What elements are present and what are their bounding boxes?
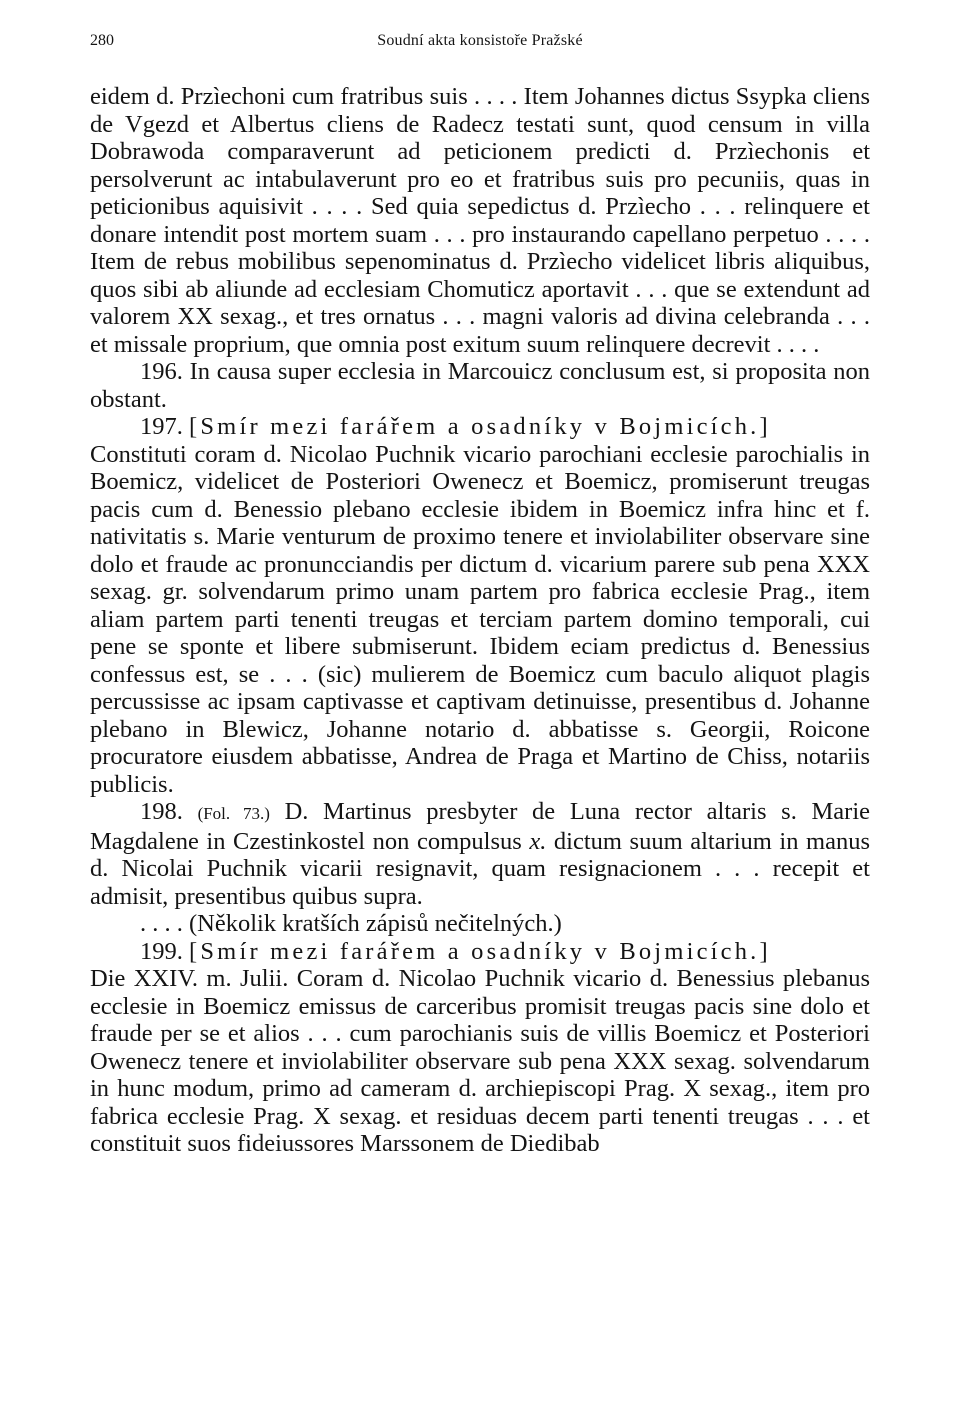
body-text	[90, 83, 870, 1158]
entry-text: D. Martinus presbyter de Luna rector altaris s. Marie Magdalene in Czestinkostel non compulsus	[90, 798, 871, 855]
entry-number: 198.	[140, 798, 183, 825]
paragraph-continuation: eidem d. Przìechoni cum fratribus suis . . . . Item Johannes dictus Ssypka cliens de Vgezd et Albertus cliens de Radecz testati sunt, quod censum in villa Dobrawoda comparaverunt ad peticionem predicti d. Przìechonis et persolverunt ac intabulaverunt pro eo et fratribus suis pro pecuniis, quas in peticionibus aquisivit . . . . Sed quia sepedictus d. Przìecho . . . relinquere et donare intendit post mortem suam . . . pro instaurando capellano perpetuo . . . . Item de rebus mobilibus sepenominatus d. Przìecho videlicet libris aliquibus, quos sibi ab aliunde ad ecclesiam Chomuticz aportavit . . . que se extendunt ad valorem XX sexag., et tres ornatus . . . magni valoris ad divina celebranda . . . et missale proprium, que omnia post exitum suum relinquere decrevit . . . .	[90, 83, 870, 358]
editorial-note: . . . . (Několik kratších zápisů nečitelných.)	[140, 910, 562, 937]
paragraph-199: Die XXIV. m. Julii. Coram d. Nicolao Puchnik vicario d. Benessius plebanus ecclesie in Boemicz emissus de carceribus promisit treugas pacis sine dolo et fraude per se et alios . . . cum parochianis suis de villis Boemicz et Posteriori Owenecz tenere et inviolabiliter observare sub pena XXX sexag. solvendarum in hunc modum, primo ad cameram d. archiepiscopi Prag. X sexag., item pro fabrica ecclesie Prag. X sexag. et residuas decem parti tenenti treugas . . . et constituit suos fideiussores Marssonem de Diedibab	[90, 965, 870, 1157]
x-mark: x.	[529, 827, 547, 855]
running-title: Soudní akta konsistoře Pražské	[377, 32, 583, 49]
entry-number: 199.	[140, 937, 183, 965]
paragraph-197: Constituti coram d. Nicolao Puchnik vicario parochiani ecclesie parochialis in Boemicz, videlicet de Posteriori Owenecz et Boemicz, promiserunt treugas pacis cum d. Benessio plebano ecclesie ibidem in Boemicz infra hinc et f. nativitatis s. Marie venturum de proximo tenere et inviolabiliter observare sine dolo et fraude ac pronuncciandis per dictum d. vicarium parere sub pena XXX sexag. gr. solvendarum primo unam partem pro fabrica ecclesie Prag., item aliam partem parti tenenti treugas et terciam partem domino temporali, cui pene se sponte et libere submiserunt. Ibidem eciam predictus d. Benessius confessus est, se . . . (sic) mulierem de Boemicz cum baculo aliquot plagis percussisse ac ipsam captivasse et captivam detinuisse, presentibus d. Johanne plebano in Blewicz, Johanne notario d. abbatisse s. Georgii, Roicone procuratore eiusdem abbatisse, Andrea de Praga et Martino de Chiss, notariis publicis.	[90, 440, 870, 798]
page-number: 280	[90, 32, 114, 49]
entry-heading: [Smír mezi farářem a osadníky v Bojmicích.]	[189, 937, 771, 965]
page-header	[90, 32, 870, 56]
entry-number: 197.	[140, 413, 183, 440]
entry-text-continued: dictum suum altarium in manus d. Nicolai Puchnik vicarii resignavit, quam resignacionem . . . recepit et admisit, presentibus quibus supra.	[90, 827, 871, 910]
entry-heading: [Smír mezi farářem a osadníky v Bojmicích.]	[189, 413, 771, 440]
folio-reference: (Fol. 73.)	[197, 804, 270, 823]
entry-199-heading	[90, 938, 870, 966]
entry-197-heading	[90, 413, 870, 441]
paragraph-198	[90, 798, 870, 910]
paragraph-196: 196. In causa super ecclesia in Marcouicz conclusum est, si proposita non obstant.	[90, 358, 870, 413]
